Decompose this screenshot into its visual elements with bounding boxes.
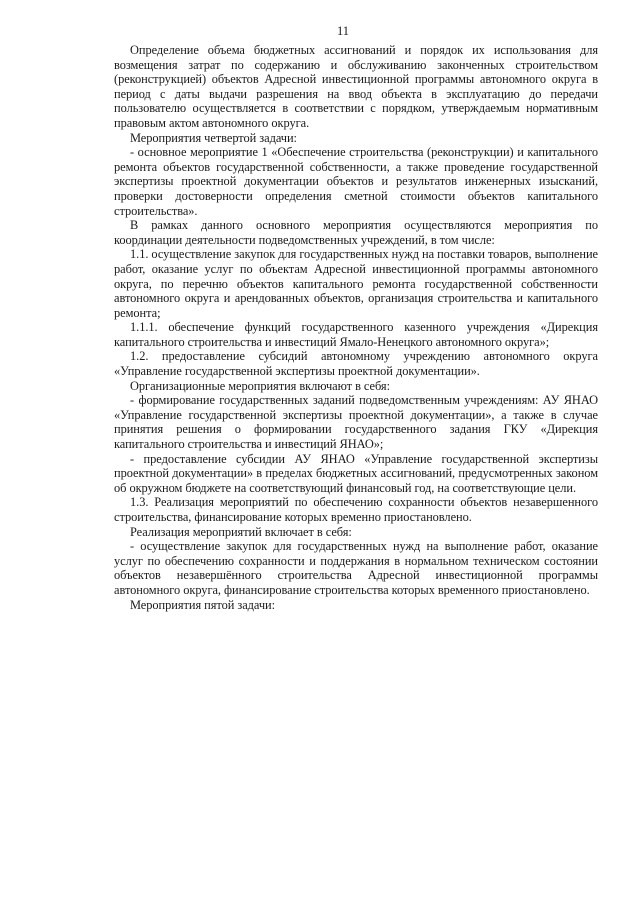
paragraph: 1.1.1. обеспечение функций государственного казенного учреждения «Дирекция капитального строительства и инвестиций Ямало-Ненецкого автономного округа»; [114,320,598,349]
paragraph: В рамках данного основного мероприятия осуществляются мероприятия по координации деятельности подведомственных учреждений, в том числе: [114,218,598,247]
page-number: 11 [336,24,350,38]
paragraph: Реализация мероприятий включает в себя: [130,524,352,539]
paragraph: - формирование государственных заданий подведомственным учреждениям: АУ ЯНАО «Управление государственной экспертизы проектной документации», а также в случае принятия решения о формировании государственного задания ГКУ «Дирекция капитального строительства и инвестиций ЯНАО»; [114,393,598,452]
paragraph: 1.1. осуществление закупок для государственных нужд на поставки товаров, выполнение работ, оказание услуг по объектам Адресной инвестиционной программы автономного округа, по перечню объектов капитального ремонта государственной собственности автономного округа и арендованных объектов, организация строительства и капитального ремонта; [114,247,598,320]
paragraph: Определение объема бюджетных ассигнований и порядок их использования для возмещения затрат по содержанию и обслуживанию законченных строительством (реконструкцией) объектов Адресной инвестиционной программы автономного округа в период с даты выдачи разрешения на ввод объекта в эксплуатацию до передачи пользователю осуществляется в соответствии с порядком, утверждаемым нормативным правовым актом автономного округа. [114,43,598,130]
paragraph: 1.2. предоставление субсидий автономному учреждению автономного округа «Управление государственной экспертизы проектной документации». [114,349,598,379]
paragraph: 1.3. Реализация мероприятий по обеспечению сохранности объектов незавершенного строительства, финансирование которых временно приостановлено. [114,495,598,524]
paragraph: - основное мероприятие 1 «Обеспечение строительства (реконструкции) и капитального ремонта объектов государственной собственности, а также проведение государственной экспертизы проектной документации объектов и результатов инженерных изысканий, проверки достоверности определения сметной стоимости объектов капитального строительства». [114,145,598,218]
paragraph: - осуществление закупок для государственных нужд на выполнение работ, оказание услуг по обеспечению сохранности и поддержания в нормальном техническом состоянии объектов незавершённого строительства Адресной инвестиционной программы автономного округа, финансирование строительства которых временного приостановлено. [114,539,598,597]
paragraph: Мероприятия четвертой задачи: [130,130,297,145]
paragraph: Мероприятия пятой задачи: [130,597,276,612]
paragraph: Организационные мероприятия включают в себя: [130,378,390,393]
paragraph: - предоставление субсидии АУ ЯНАО «Управление государственной экспертизы проектной документации» в пределах бюджетных ассигнований, предусмотренных законом об окружном бюджете на соответствующий финансовый год, на соответствующие цели. [114,451,598,495]
document-body [114,43,598,612]
